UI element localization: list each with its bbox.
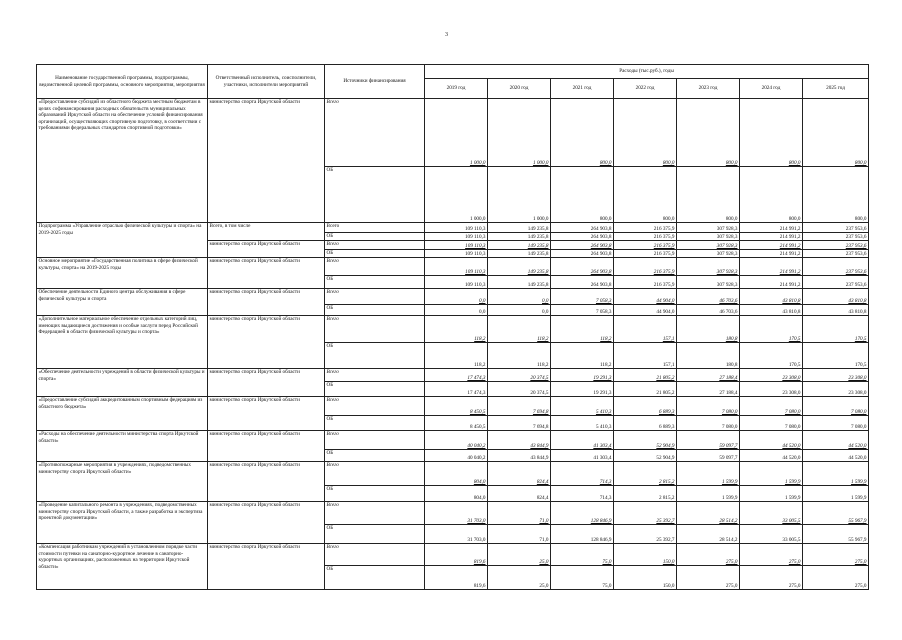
financing-table: [36, 64, 869, 590]
expense-value: 714,3: [551, 486, 614, 502]
expense-value: 275,0: [740, 566, 803, 590]
expense-value: 23 308,0: [740, 369, 803, 382]
expense-value: 264 903,8: [551, 241, 614, 250]
expense-value: 264 903,8: [551, 223, 614, 233]
expense-value: 275,0: [803, 566, 869, 590]
expense-value: 7 694,8: [488, 416, 551, 431]
expense-value: 43 844,9: [488, 450, 551, 462]
expense-value: 216 375,9: [614, 258, 677, 276]
expense-value: 170,5: [803, 343, 869, 369]
expense-value: 800,0: [740, 167, 803, 223]
expense-value: 237 953,6: [803, 276, 869, 289]
header-year: 2020 год: [488, 79, 551, 99]
header-executor: Ответственный исполнитель, соисполнители, участники, исполнители мероприятий: [208, 65, 325, 99]
table-row: [37, 99, 869, 167]
expense-value: 109 110,3: [425, 258, 488, 276]
expense-value: 41 303,4: [551, 450, 614, 462]
expense-value: 0,0: [488, 289, 551, 305]
expense-value: 118,2: [551, 343, 614, 369]
expense-value: 237 953,6: [803, 233, 869, 241]
expense-value: 7 080,0: [803, 397, 869, 416]
funding-source: Всего: [325, 544, 425, 566]
expense-value: 0,0: [488, 305, 551, 316]
expense-value: 118,2: [425, 343, 488, 369]
funding-source: ОБ: [325, 382, 425, 397]
expense-value: 6 889,3: [614, 397, 677, 416]
expense-value: 149 235,8: [488, 258, 551, 276]
program-name: «Расходы на обеспечение деятельности министерства спорта Иркутской области»: [37, 431, 208, 462]
expense-value: 819,6: [425, 566, 488, 590]
expense-value: 800,0: [803, 99, 869, 167]
expense-value: 307 928,3: [677, 223, 740, 233]
expense-value: 237 953,6: [803, 223, 869, 233]
expense-value: 40 040,2: [425, 450, 488, 462]
expense-value: 170,5: [803, 316, 869, 343]
expense-value: 150,0: [614, 544, 677, 566]
funding-source: Всего: [325, 502, 425, 525]
program-name: «Проведение капитального ремонта в учреждениях, подведомственных министерству спорта Иркутской области, а также разработка и экспертиза проектной документации»: [37, 502, 208, 544]
program-name: «Компенсация работникам учреждений в установленном порядке части стоимости путевки на санаторно-курортное лечение в санаторно-курортных организациях, расположенных на территории Иркутской области»: [37, 544, 208, 590]
executor: министерство спорта Иркутской области: [208, 369, 325, 397]
expense-value: 7 080,0: [677, 397, 740, 416]
expense-value: 59 097,7: [677, 431, 740, 450]
expense-value: 75,0: [551, 566, 614, 590]
program-name: «Обеспечение деятельности учреждений в области физической культуры и спорта»: [37, 369, 208, 397]
expense-value: 237 953,6: [803, 258, 869, 276]
expense-value: 150,0: [614, 566, 677, 590]
expense-value: 17 474,3: [425, 382, 488, 397]
program-name: Подпрограмма «Управление отраслью физической культуры и спорта» на 2019-2025 годы: [37, 223, 208, 258]
funding-source: Всего: [325, 223, 425, 233]
header-year: 2019 год: [425, 79, 488, 99]
expense-value: 819,6: [425, 544, 488, 566]
expense-value: 8 450,5: [425, 397, 488, 416]
header-source: Источники финансирования: [325, 65, 425, 99]
expense-value: 800,0: [803, 167, 869, 223]
expense-value: 214 991,2: [740, 276, 803, 289]
expense-value: 800,0: [740, 99, 803, 167]
expense-value: 1 599,9: [677, 462, 740, 486]
executor: министерство спорта Иркутской области: [208, 544, 325, 590]
expense-value: 1 000,0: [488, 167, 551, 223]
expense-value: 214 991,2: [740, 258, 803, 276]
expense-value: 157,1: [614, 316, 677, 343]
expense-value: 44 520,0: [740, 450, 803, 462]
expense-value: 214 991,2: [740, 250, 803, 258]
expense-value: 25 392,7: [614, 502, 677, 525]
expense-value: 19 291,3: [551, 382, 614, 397]
funding-source: Всего: [325, 99, 425, 167]
funding-source: ОБ: [325, 305, 425, 316]
expense-value: 1 000,0: [425, 99, 488, 167]
expense-value: 109 110,3: [425, 241, 488, 250]
funding-source: ОБ: [325, 486, 425, 502]
expense-value: 157,1: [614, 343, 677, 369]
expense-value: 149 235,8: [488, 250, 551, 258]
expense-value: 19 291,3: [551, 369, 614, 382]
expense-value: 214 991,2: [740, 223, 803, 233]
expense-value: 237 953,6: [803, 241, 869, 250]
header-expenses: Расходы (тыс.руб.), годы: [425, 65, 869, 79]
expense-value: 46 703,6: [677, 289, 740, 305]
expense-value: 824,4: [488, 462, 551, 486]
expense-value: 7 058,3: [551, 289, 614, 305]
expense-value: 1 599,9: [740, 462, 803, 486]
table-row: [37, 258, 869, 276]
expense-value: 264 903,8: [551, 233, 614, 241]
table-row: [37, 431, 869, 450]
expense-value: 109 110,3: [425, 223, 488, 233]
expense-value: 2 815,2: [614, 462, 677, 486]
expense-value: 33 005,5: [740, 525, 803, 544]
expense-value: 800,0: [677, 167, 740, 223]
expense-value: 214 991,2: [740, 241, 803, 250]
funding-source: ОБ: [325, 450, 425, 462]
funding-source: Всего: [325, 369, 425, 382]
funding-source: Всего: [325, 397, 425, 416]
funding-source: ОБ: [325, 233, 425, 241]
expense-value: 28 514,2: [677, 502, 740, 525]
funding-source: ОБ: [325, 416, 425, 431]
expense-value: 31 703,0: [425, 525, 488, 544]
funding-source: Всего: [325, 462, 425, 486]
expense-value: 237 953,6: [803, 250, 869, 258]
expense-value: 149 235,8: [488, 223, 551, 233]
expense-value: 264 903,8: [551, 276, 614, 289]
expense-value: 75,0: [551, 544, 614, 566]
table-row: [37, 544, 869, 566]
expense-value: 55 967,9: [803, 502, 869, 525]
expense-value: 55 967,9: [803, 525, 869, 544]
expense-value: 307 928,3: [677, 233, 740, 241]
expense-value: 43 810,8: [740, 305, 803, 316]
expense-value: 40 040,2: [425, 431, 488, 450]
expense-value: 52 904,9: [614, 450, 677, 462]
expense-value: 23 308,0: [803, 382, 869, 397]
funding-source: Всего: [325, 316, 425, 343]
expense-value: 149 235,8: [488, 233, 551, 241]
expense-value: 17 474,3: [425, 369, 488, 382]
expense-value: 2 815,2: [614, 486, 677, 502]
funding-source: Всего: [325, 241, 425, 250]
expense-value: 216 375,9: [614, 241, 677, 250]
expense-value: 44 904,0: [614, 305, 677, 316]
funding-source: ОБ: [325, 250, 425, 258]
expense-value: 43 810,8: [803, 305, 869, 316]
program-name: Обеспечение деятельности Единого центра обслуживания в сфере физической культуры и спорта: [37, 289, 208, 316]
funding-source: ОБ: [325, 276, 425, 289]
expense-value: 25,0: [488, 566, 551, 590]
expense-value: 21 805,2: [614, 369, 677, 382]
funding-source: ОБ: [325, 167, 425, 223]
expense-value: 0,0: [425, 289, 488, 305]
expense-value: 23 308,0: [803, 369, 869, 382]
expense-value: 307 928,3: [677, 276, 740, 289]
expense-value: 216 375,9: [614, 276, 677, 289]
expense-value: 6 889,3: [614, 416, 677, 431]
expense-value: 21 805,2: [614, 382, 677, 397]
expense-value: 20 374,5: [488, 382, 551, 397]
expense-value: 7 058,3: [551, 305, 614, 316]
expense-value: 307 928,3: [677, 241, 740, 250]
expense-value: 1 599,9: [803, 462, 869, 486]
funding-source: ОБ: [325, 343, 425, 369]
expense-value: 714,3: [551, 462, 614, 486]
header-year: 2021 год: [551, 79, 614, 99]
expense-value: 7 694,8: [488, 397, 551, 416]
executor: министерство спорта Иркутской области: [208, 431, 325, 462]
expense-value: 23 308,0: [740, 382, 803, 397]
expense-value: 118,2: [488, 343, 551, 369]
executor: министерство спорта Иркутской области: [208, 502, 325, 544]
expense-value: 804,0: [425, 486, 488, 502]
expense-value: 216 375,9: [614, 223, 677, 233]
expense-value: 7 080,0: [803, 416, 869, 431]
expense-value: 109 110,3: [425, 233, 488, 241]
program-name: Основное мероприятие «Государственная политика в сфере физической культуры, спорта» на 2019-2025 годы: [37, 258, 208, 289]
expense-value: 214 991,2: [740, 233, 803, 241]
expense-value: 5 410,3: [551, 416, 614, 431]
expense-value: 27 188,4: [677, 382, 740, 397]
table-row: [37, 397, 869, 416]
expense-value: 800,0: [614, 99, 677, 167]
funding-source: Всего: [325, 431, 425, 450]
expense-value: 5 410,3: [551, 397, 614, 416]
expense-value: 275,0: [677, 566, 740, 590]
header-year: 2023 год: [677, 79, 740, 99]
executor: Всего, в том числе: [208, 223, 325, 241]
funding-source: Всего: [325, 258, 425, 276]
executor: министерство спорта Иркутской области: [208, 316, 325, 369]
expense-value: 52 904,9: [614, 431, 677, 450]
expense-value: 1 000,0: [488, 99, 551, 167]
expense-value: 44 520,0: [803, 450, 869, 462]
expense-value: 0,0: [425, 305, 488, 316]
expense-value: 216 375,9: [614, 233, 677, 241]
expense-value: 804,0: [425, 462, 488, 486]
expense-value: 216 375,9: [614, 250, 677, 258]
expense-value: 1 000,0: [425, 167, 488, 223]
expense-value: 59 097,7: [677, 450, 740, 462]
table-row: [37, 502, 869, 525]
expense-value: 170,5: [740, 316, 803, 343]
page-number: 3: [445, 32, 448, 38]
expense-value: 264 903,8: [551, 258, 614, 276]
funding-source: ОБ: [325, 525, 425, 544]
expense-value: 41 303,4: [551, 431, 614, 450]
expense-value: 7 080,0: [677, 416, 740, 431]
expense-value: 109 110,3: [425, 276, 488, 289]
expense-value: 27 188,4: [677, 369, 740, 382]
expense-value: 8 450,5: [425, 416, 488, 431]
expense-value: 118,2: [425, 316, 488, 343]
header-year: 2022 год: [614, 79, 677, 99]
expense-value: 149 235,8: [488, 276, 551, 289]
expense-value: 25 392,7: [614, 525, 677, 544]
executor: министерство спорта Иркутской области: [208, 397, 325, 431]
executor: министерство спорта Иркутской области: [208, 462, 325, 502]
header-year: 2024 год: [740, 79, 803, 99]
executor: министерство спорта Иркутской области: [208, 258, 325, 289]
executor: министерство спорта Иркутской области: [208, 289, 325, 316]
expense-value: 118,2: [488, 316, 551, 343]
expense-value: 275,0: [677, 544, 740, 566]
expense-value: 46 703,6: [677, 305, 740, 316]
expense-value: 128 846,9: [551, 502, 614, 525]
expense-value: 275,0: [740, 544, 803, 566]
program-name: «Противопожарные мероприятия в учреждениях, подведомственных министерству спорта Иркутской области»: [37, 462, 208, 502]
funding-source: Всего: [325, 289, 425, 305]
program-name: «Предоставление субсидий аккредитованным спортивным федерациям из областного бюджета»: [37, 397, 208, 431]
expense-value: 170,5: [740, 343, 803, 369]
expense-value: 44 520,0: [803, 431, 869, 450]
funding-source: ОБ: [325, 566, 425, 590]
program-name: «Предоставление субсидий из областного бюджета местным бюджетам в целях софинансирования расходных обязательств муниципальных образований Иркутской области на обеспечение условий финансирования организаций, осуществляющих спортивную подготовку, в соответствии с требованиями федеральных стандартов спортивной подготовки»: [37, 99, 208, 223]
expense-value: 109 110,3: [425, 250, 488, 258]
expense-value: 1 599,9: [677, 486, 740, 502]
expense-value: 1 599,9: [740, 486, 803, 502]
expense-value: 44 904,0: [614, 289, 677, 305]
expense-value: 43 810,8: [803, 289, 869, 305]
expense-value: 128 846,9: [551, 525, 614, 544]
expense-value: 31 703,0: [425, 502, 488, 525]
expense-value: 307 928,3: [677, 258, 740, 276]
executor: министерство спорта Иркутской области: [208, 241, 325, 258]
expense-value: 43 810,8: [740, 289, 803, 305]
expense-value: 28 514,2: [677, 525, 740, 544]
table-row: [37, 316, 869, 343]
executor: министерство спорта Иркутской области: [208, 99, 325, 223]
expense-value: 149 235,8: [488, 241, 551, 250]
table-row: [37, 223, 869, 233]
header-year: 2025 год: [803, 79, 869, 99]
expense-value: 307 928,3: [677, 250, 740, 258]
expense-value: 25,0: [488, 544, 551, 566]
expense-value: 71,0: [488, 525, 551, 544]
expense-value: 44 520,0: [740, 431, 803, 450]
expense-value: 118,2: [551, 316, 614, 343]
expense-value: 800,0: [551, 167, 614, 223]
header-program: Наименование государственной программы, подпрограммы, ведомственной целевой программы, основного мероприятия, мероприятия: [37, 65, 208, 99]
expense-value: 43 844,9: [488, 431, 551, 450]
expense-value: 264 903,8: [551, 250, 614, 258]
program-name: «Дополнительное материальное обеспечение отдельных категорий лиц, имеющих выдающиеся достижения и особые заслуги перед Российской Федерацией в области физической культуры и спорта»: [37, 316, 208, 369]
expense-value: 180,8: [677, 343, 740, 369]
expense-value: 7 080,0: [740, 416, 803, 431]
expense-value: 33 005,5: [740, 502, 803, 525]
expense-value: 180,8: [677, 316, 740, 343]
expense-value: 71,0: [488, 502, 551, 525]
expense-value: 800,0: [677, 99, 740, 167]
expense-value: 7 080,0: [740, 397, 803, 416]
table-row: [37, 462, 869, 486]
expense-value: 275,0: [803, 544, 869, 566]
expense-value: 824,4: [488, 486, 551, 502]
expense-value: 800,0: [551, 99, 614, 167]
expense-value: 20 374,5: [488, 369, 551, 382]
table-row: [37, 369, 869, 382]
expense-value: 1 599,9: [803, 486, 869, 502]
table-row: [37, 289, 869, 305]
expense-value: 800,0: [614, 167, 677, 223]
